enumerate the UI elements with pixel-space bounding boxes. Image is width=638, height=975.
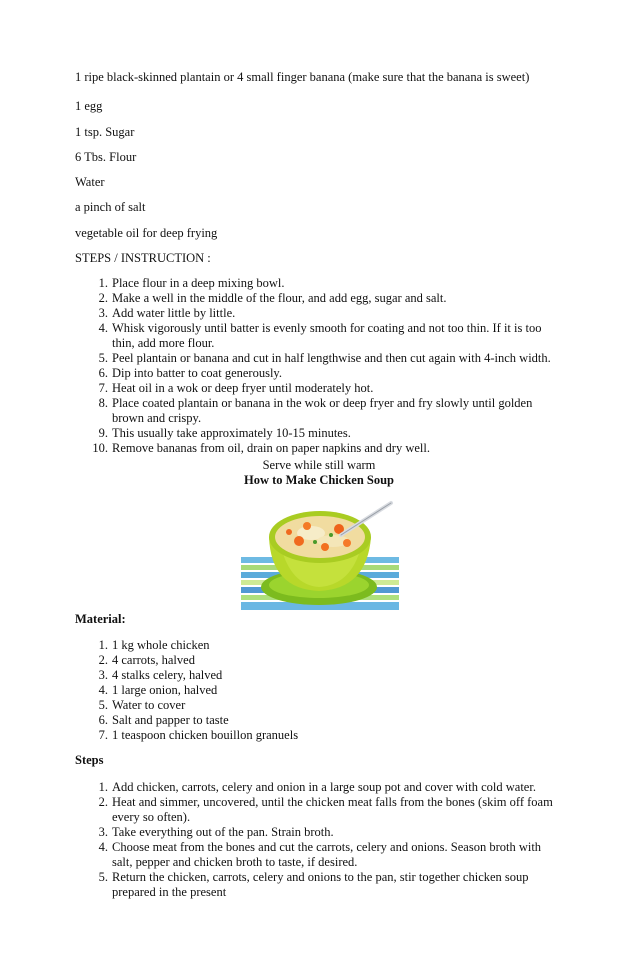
list-item: 3. 4 stalks celery, halved (98, 668, 223, 682)
ingredient-line: a pinch of salt (75, 200, 146, 214)
list-item: 1. 1 kg whole chicken (98, 638, 210, 652)
list-item: 4. Choose meat from the bones and cut the carrots, celery and onions. Season broth with salt, pepper and chicken broth to taste, if desired. (98, 840, 542, 869)
soup-bowl-image (241, 497, 399, 610)
list-item: 2. Make a well in the middle of the flour, and add egg, sugar and salt. (98, 291, 447, 305)
list-item: 2. Heat and simmer, uncovered, until the chicken meat falls from the bones (skim off foam every so often). (98, 795, 553, 824)
ingredient-line: 1 ripe black-skinned plantain or 4 small finger banana (make sure that the banana is sweet) (75, 70, 530, 84)
list-item: 1. Add chicken, carrots, celery and onion in a large soup pot and cover with cold water. (98, 780, 536, 794)
list-item: 7. 1 teaspoon chicken bouillon granuels (98, 728, 299, 742)
soup-steps-heading: Steps (75, 753, 104, 767)
ingredient-line: 6 Tbs. Flour (75, 150, 137, 164)
soup-title: How to Make Chicken Soup (243, 473, 395, 487)
ingredient-line: 1 egg (75, 99, 103, 113)
list-item: 6. Salt and papper to taste (98, 713, 229, 727)
list-item: 3. Add water little by little. (98, 306, 236, 320)
steps-list (90, 276, 560, 456)
ingredient-line: 1 tsp. Sugar (75, 125, 135, 139)
list-item: 1. Place flour in a deep mixing bowl. (98, 276, 285, 290)
ingredient-line: vegetable oil for deep frying (75, 226, 218, 240)
list-item: 9. This usually take approximately 10-15 minutes. (98, 426, 351, 440)
soup-steps-list (90, 780, 560, 900)
list-item: 4. Whisk vigorously until batter is evenly smooth for coating and not too thin. If it is too thin, add more flour. (98, 321, 542, 350)
steps-heading: STEPS / INSTRUCTION : (75, 251, 211, 265)
serve-note: Serve while still warm (262, 458, 376, 472)
list-item: 5. Return the chicken, carrots, celery and onions to the pan, stir together chicken soup prepared in the present (98, 870, 529, 899)
list-item: 4. 1 large onion, halved (98, 683, 218, 697)
list-item: 2. 4 carrots, halved (98, 653, 195, 667)
list-item: 7. Heat oil in a wok or deep fryer until moderately hot. (98, 381, 374, 395)
list-item: 8. Place coated plantain or banana in the wok or deep fryer and fry slowly until golden brown and crispy. (98, 396, 533, 425)
list-item: 6. Dip into batter to coat generously. (98, 366, 282, 380)
material-heading: Material: (75, 612, 126, 626)
ingredient-line: Water (75, 175, 105, 189)
list-item: 3. Take everything out of the pan. Strain broth. (98, 825, 334, 839)
materials-list (90, 638, 560, 743)
list-item: 5. Peel plantain or banana and cut in half lengthwise and then cut again with 4-inch width. (98, 351, 551, 365)
list-item: 10. Remove bananas from oil, drain on paper napkins and dry well. (92, 441, 430, 455)
list-item: 5. Water to cover (98, 698, 186, 712)
